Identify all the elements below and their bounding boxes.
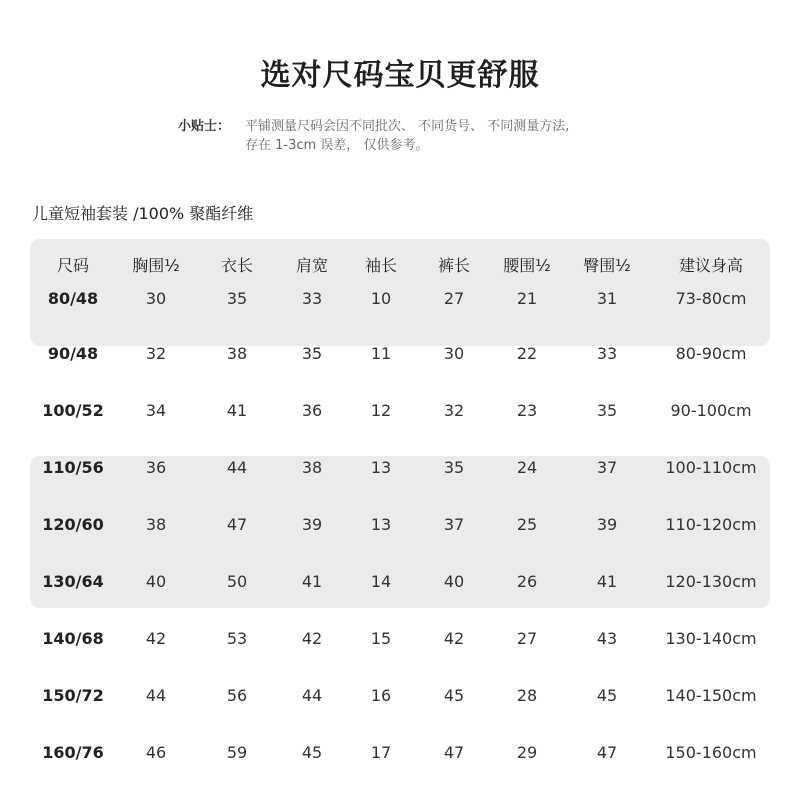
header-length: 衣长 bbox=[220, 255, 253, 275]
cell-length: 47 bbox=[226, 515, 248, 534]
page-title: 选对尺码宝贝更舒服 bbox=[260, 58, 540, 93]
cell-hip: 41 bbox=[596, 572, 618, 591]
cell-size: 140/68 bbox=[42, 629, 104, 648]
cell-sleeve: 10 bbox=[370, 289, 392, 308]
cell-chest: 32 bbox=[145, 344, 167, 363]
header-pants-length: 裤长 bbox=[437, 255, 470, 275]
cell-height: 110-120cm bbox=[665, 515, 757, 534]
cell-size: 90/48 bbox=[47, 344, 99, 363]
tip-text bbox=[245, 117, 695, 155]
cell-sleeve: 16 bbox=[370, 686, 392, 705]
cell-length: 38 bbox=[226, 344, 248, 363]
cell-size: 130/64 bbox=[42, 572, 104, 591]
cell-height: 73-80cm bbox=[675, 289, 747, 308]
cell-pants-length: 35 bbox=[443, 458, 465, 477]
cell-chest: 34 bbox=[145, 401, 167, 420]
cell-hip: 43 bbox=[596, 629, 618, 648]
cell-waist: 27 bbox=[516, 629, 538, 648]
cell-pants-length: 30 bbox=[443, 344, 465, 363]
cell-pants-length: 27 bbox=[443, 289, 465, 308]
cell-height: 130-140cm bbox=[665, 629, 757, 648]
cell-length: 59 bbox=[226, 743, 248, 762]
header-hip: 臀围½ bbox=[583, 255, 631, 275]
cell-length: 35 bbox=[226, 289, 248, 308]
cell-sleeve: 12 bbox=[370, 401, 392, 420]
cell-chest: 30 bbox=[145, 289, 167, 308]
cell-height: 120-130cm bbox=[665, 572, 757, 591]
header-waist: 腰围½ bbox=[503, 255, 551, 275]
cell-shoulder: 39 bbox=[301, 515, 323, 534]
cell-hip: 35 bbox=[596, 401, 618, 420]
cell-waist: 29 bbox=[516, 743, 538, 762]
cell-shoulder: 45 bbox=[301, 743, 323, 762]
cell-shoulder: 41 bbox=[301, 572, 323, 591]
cell-length: 41 bbox=[226, 401, 248, 420]
cell-size: 110/56 bbox=[42, 458, 104, 477]
cell-hip: 37 bbox=[596, 458, 618, 477]
cell-length: 53 bbox=[226, 629, 248, 648]
cell-chest: 36 bbox=[145, 458, 167, 477]
table-row bbox=[30, 289, 770, 325]
cell-size: 120/60 bbox=[42, 515, 104, 534]
cell-height: 80-90cm bbox=[675, 344, 747, 363]
cell-waist: 21 bbox=[516, 289, 538, 308]
cell-length: 50 bbox=[226, 572, 248, 591]
cell-chest: 38 bbox=[145, 515, 167, 534]
cell-size: 100/52 bbox=[42, 401, 104, 420]
size-table bbox=[30, 239, 770, 781]
cell-height: 100-110cm bbox=[665, 458, 757, 477]
cell-sleeve: 14 bbox=[370, 572, 392, 591]
header-shoulder: 肩宽 bbox=[295, 255, 328, 275]
tip-label: 小贴士： bbox=[178, 119, 231, 134]
cell-shoulder: 35 bbox=[301, 344, 323, 363]
cell-waist: 28 bbox=[516, 686, 538, 705]
cell-chest: 42 bbox=[145, 629, 167, 648]
cell-hip: 33 bbox=[596, 344, 618, 363]
cell-length: 56 bbox=[226, 686, 248, 705]
cell-waist: 26 bbox=[516, 572, 538, 591]
cell-size: 80/48 bbox=[47, 289, 99, 308]
cell-pants-length: 37 bbox=[443, 515, 465, 534]
header-chest: 胸围½ bbox=[132, 255, 180, 275]
table-row bbox=[30, 382, 770, 439]
cell-height: 90-100cm bbox=[670, 401, 752, 420]
cell-shoulder: 42 bbox=[301, 629, 323, 648]
table-row bbox=[30, 496, 770, 553]
cell-waist: 24 bbox=[516, 458, 538, 477]
cell-pants-length: 32 bbox=[443, 401, 465, 420]
product-subtitle: 儿童短袖套装 /100% 聚酯纤维 bbox=[32, 204, 254, 223]
tip-line: 平铺测量尺码会因不同批次、 不同货号、 不同测量方法, bbox=[245, 119, 570, 134]
cell-pants-length: 45 bbox=[443, 686, 465, 705]
tip-line: 存在 1-3cm 误差， 仅供参考。 bbox=[245, 138, 429, 153]
table-row bbox=[30, 439, 770, 496]
cell-chest: 46 bbox=[145, 743, 167, 762]
cell-waist: 23 bbox=[516, 401, 538, 420]
cell-sleeve: 17 bbox=[370, 743, 392, 762]
cell-sleeve: 15 bbox=[370, 629, 392, 648]
cell-chest: 44 bbox=[145, 686, 167, 705]
table-row bbox=[30, 667, 770, 724]
cell-length: 44 bbox=[226, 458, 248, 477]
header-sleeve: 袖长 bbox=[364, 255, 397, 275]
cell-shoulder: 36 bbox=[301, 401, 323, 420]
cell-pants-length: 40 bbox=[443, 572, 465, 591]
cell-shoulder: 38 bbox=[301, 458, 323, 477]
table-header-row bbox=[30, 239, 770, 289]
cell-sleeve: 13 bbox=[370, 515, 392, 534]
table-row bbox=[30, 325, 770, 382]
cell-shoulder: 33 bbox=[301, 289, 323, 308]
cell-size: 160/76 bbox=[42, 743, 104, 762]
cell-hip: 39 bbox=[596, 515, 618, 534]
cell-waist: 25 bbox=[516, 515, 538, 534]
header-size: 尺码 bbox=[56, 255, 89, 275]
cell-sleeve: 11 bbox=[370, 344, 392, 363]
cell-pants-length: 42 bbox=[443, 629, 465, 648]
cell-size: 150/72 bbox=[42, 686, 104, 705]
cell-hip: 47 bbox=[596, 743, 618, 762]
cell-height: 140-150cm bbox=[665, 686, 757, 705]
cell-pants-length: 47 bbox=[443, 743, 465, 762]
cell-sleeve: 13 bbox=[370, 458, 392, 477]
cell-height: 150-160cm bbox=[665, 743, 757, 762]
table-row bbox=[30, 724, 770, 781]
cell-hip: 45 bbox=[596, 686, 618, 705]
header-height: 建议身高 bbox=[678, 255, 743, 275]
cell-shoulder: 44 bbox=[301, 686, 323, 705]
tip-note bbox=[178, 117, 698, 153]
cell-waist: 22 bbox=[516, 344, 538, 363]
cell-hip: 31 bbox=[596, 289, 618, 308]
cell-chest: 40 bbox=[145, 572, 167, 591]
table-row bbox=[30, 553, 770, 610]
table-row bbox=[30, 610, 770, 667]
